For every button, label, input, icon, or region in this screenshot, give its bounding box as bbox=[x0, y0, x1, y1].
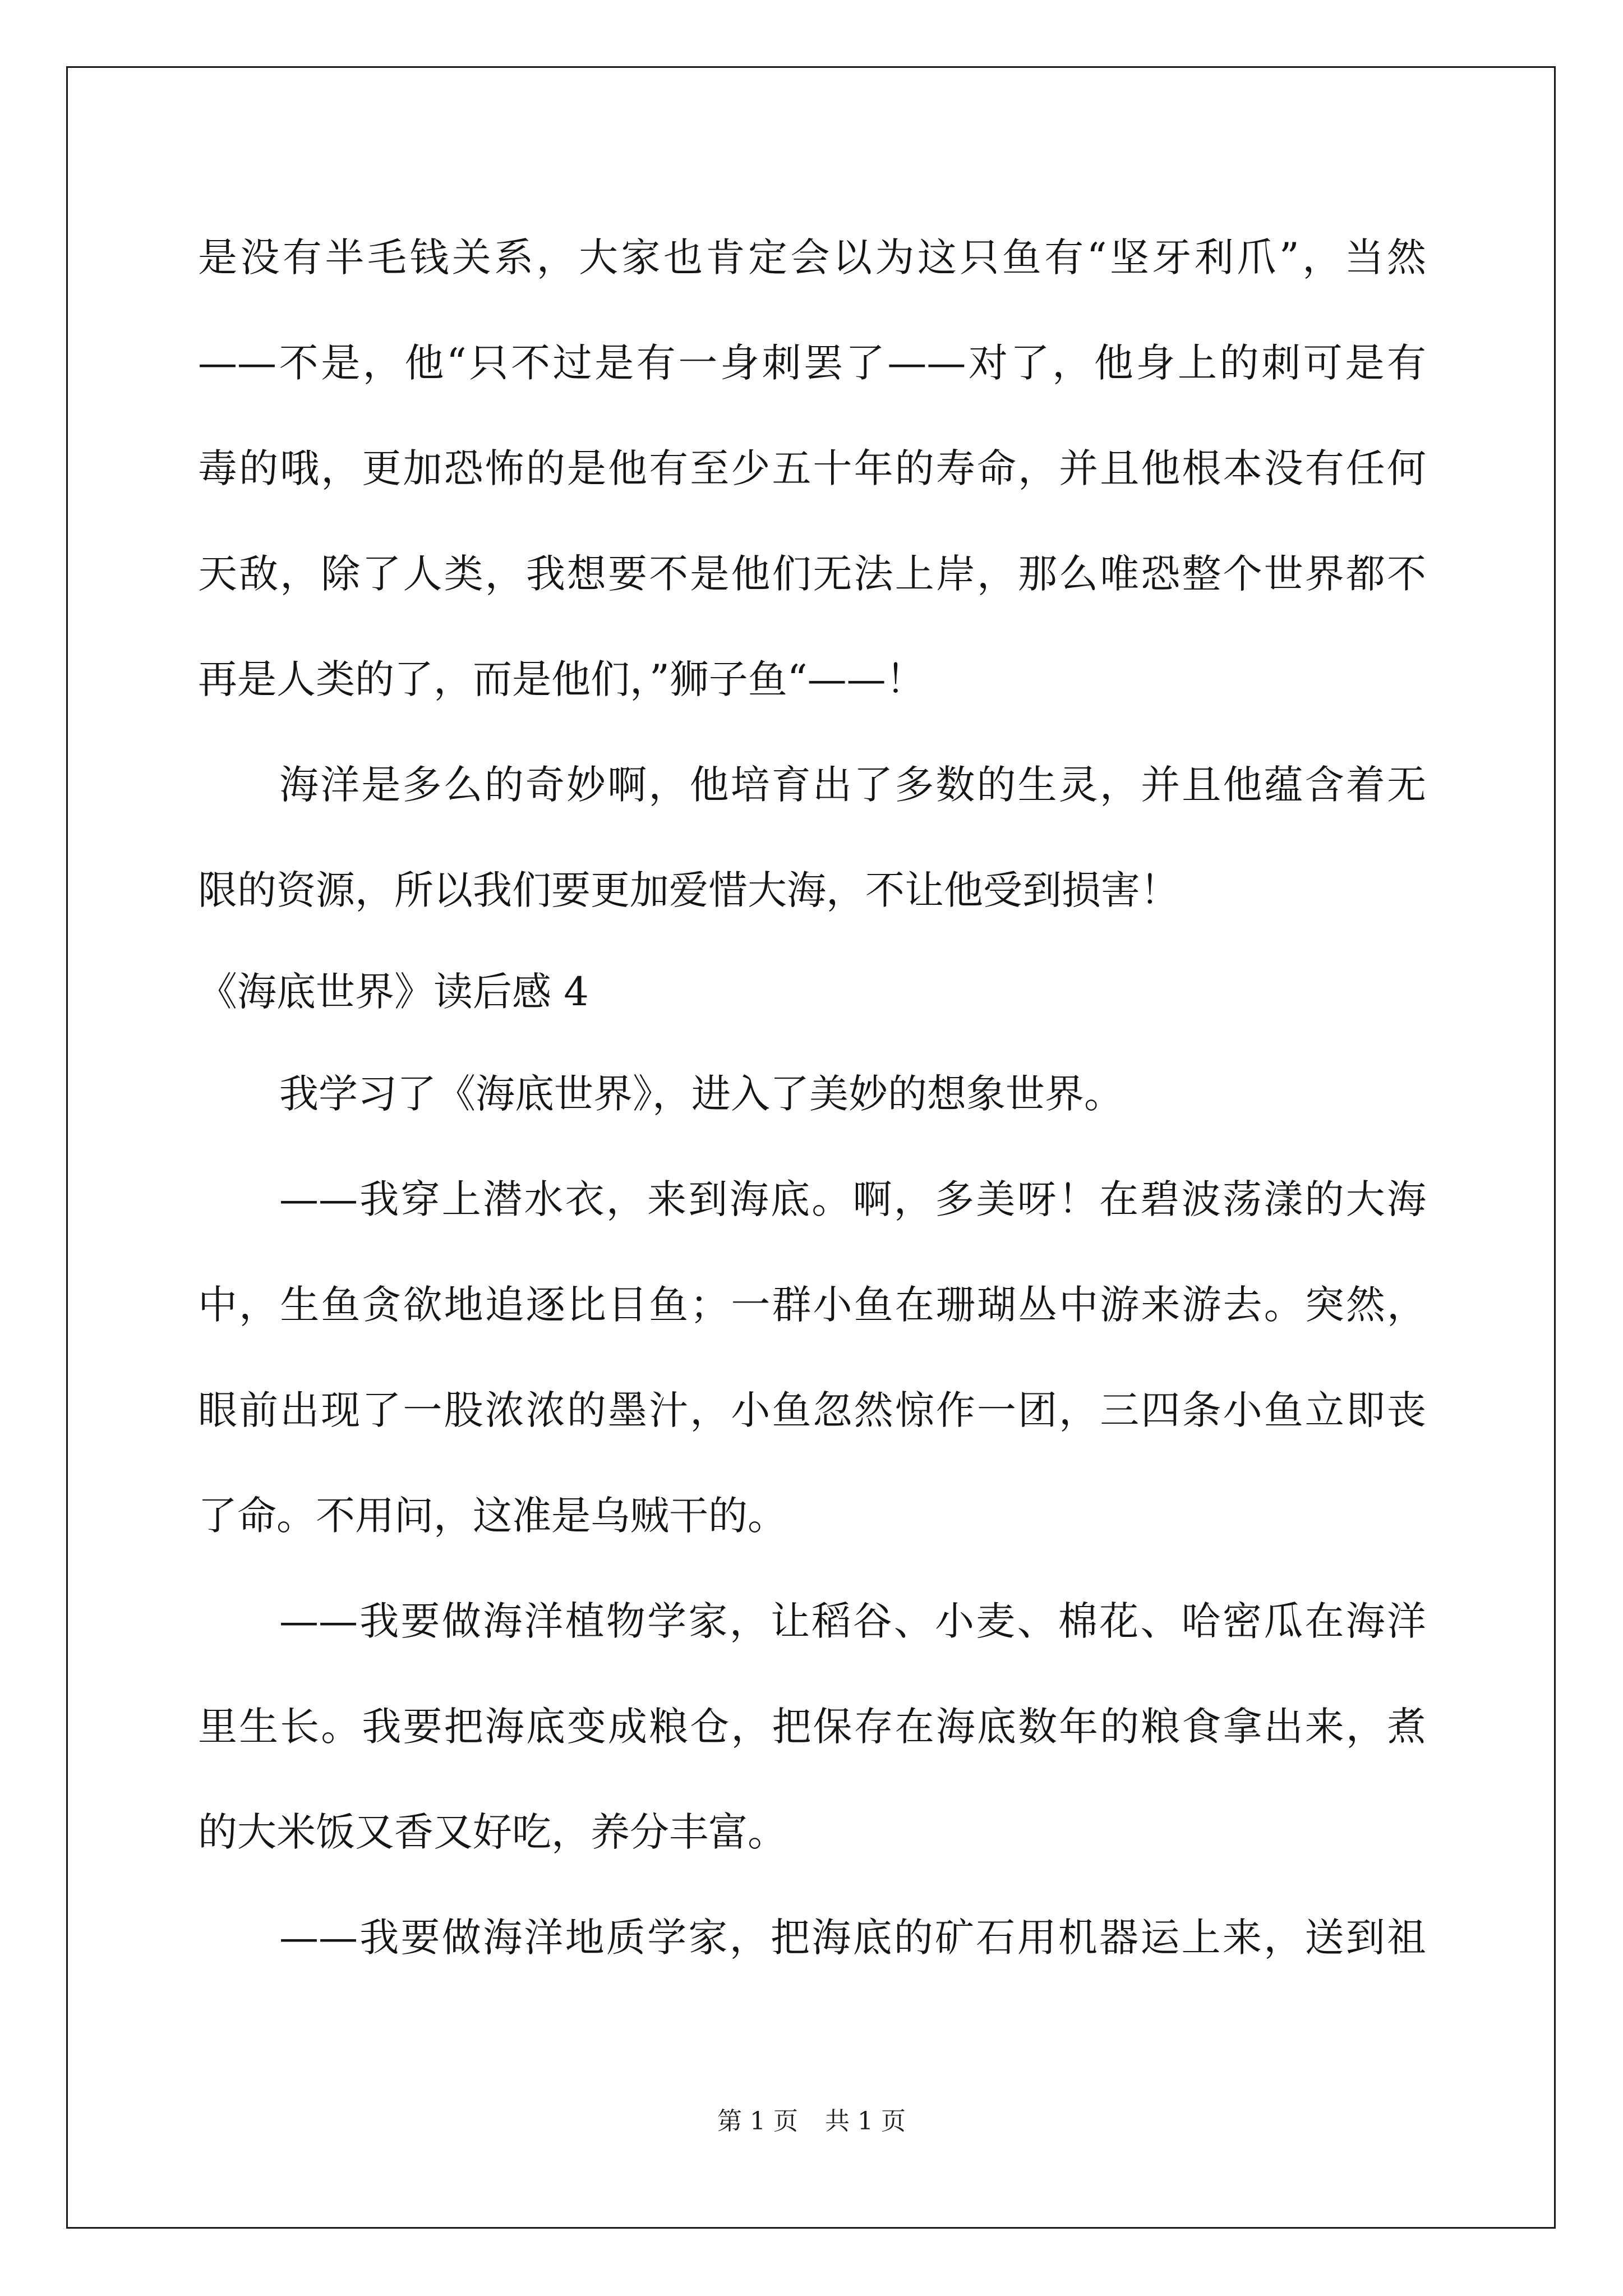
paragraph-start-line: 海洋是多么的奇妙啊，他培育出了多数的生灵，并且他蕴含着无 bbox=[279, 762, 1426, 808]
page-footer bbox=[0, 2105, 1623, 2138]
text-line: 再是人类的了，而是他们，”狮子鱼“——！ bbox=[198, 656, 925, 702]
text-line: 天敌，除了人类，我想要不是他们无法上岸，那么唯恐整个世界都不 bbox=[198, 551, 1426, 597]
text-line: 眼前出现了一股浓浓的墨汁，小鱼忽然惊作一团，三四条小鱼立即丧 bbox=[198, 1387, 1426, 1433]
paragraph-start-line: ——我要做海洋植物学家，让稻谷、小麦、棉花、哈密瓜在海洋 bbox=[279, 1598, 1426, 1644]
text-line: 限的资源，所以我们要更加爱惜大海，不让他受到损害！ bbox=[198, 867, 1179, 913]
text-line: 了命。不用问，这准是乌贼干的。 bbox=[198, 1493, 787, 1539]
paragraph-start-line: 我学习了《海底世界》，进入了美妙的想象世界。 bbox=[279, 1071, 1123, 1117]
text-line: ——不是，他“只不过是有一身刺罢了——对了，他身上的刺可是有 bbox=[198, 340, 1426, 386]
document-body bbox=[198, 205, 1426, 1990]
text-line: 里生长。我要把海底变成粮仓，把保存在海底数年的粮食拿出来，煮 bbox=[198, 1704, 1426, 1750]
page-total: 共 1 页 bbox=[825, 2107, 906, 2136]
text-line: 毒的哦，更加恐怖的是他有至少五十年的寿命，并且他根本没有任何 bbox=[198, 445, 1426, 491]
section-heading: 《海底世界》读后感 4 bbox=[198, 969, 589, 1015]
text-line: 中，生鱼贪欲地追逐比目鱼；一群小鱼在珊瑚丛中游来游去。突然， bbox=[198, 1282, 1426, 1328]
paragraph-start-line: ——我要做海洋地质学家，把海底的矿石用机器运上来，送到祖 bbox=[279, 1915, 1426, 1961]
text-line: 的大米饭又香又好吃，养分丰富。 bbox=[198, 1809, 787, 1855]
paragraph-start-line: ——我穿上潜水衣，来到海底。啊，多美呀！在碧波荡漾的大海 bbox=[279, 1176, 1426, 1222]
page-number: 第 1 页 bbox=[717, 2107, 798, 2136]
text-line: 是没有半毛钱关系，大家也肯定会以为这只鱼有“坚牙利爪”，当然 bbox=[198, 234, 1426, 280]
